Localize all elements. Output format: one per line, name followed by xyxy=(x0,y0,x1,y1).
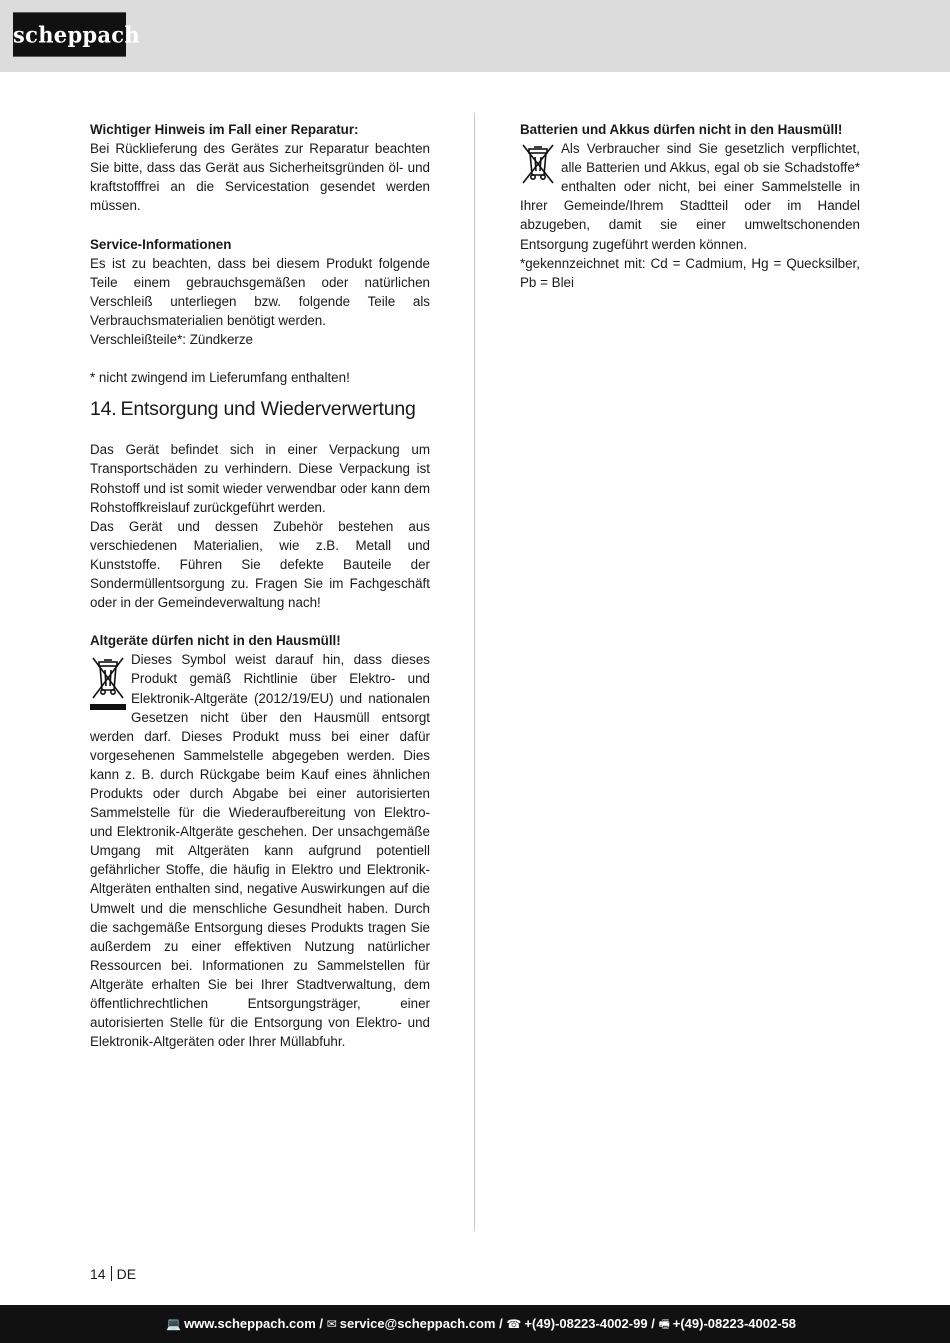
footer-email[interactable]: service@scheppach.com xyxy=(339,1316,496,1331)
service-info-text: Es ist zu beachten, dass bei diesem Produkt folgende Teile einem gebrauchsgemäßen oder natürlichen Verschleiß unterliegen bzw. folgende Teile als Verbrauchsmaterialien benötigt werden. xyxy=(90,255,430,328)
footer-fax: +(49)-08223-4002-58 xyxy=(672,1316,796,1331)
disposal-paragraph-1: Das Gerät befindet sich in einer Verpackung um Transportschäden zu verhindern. Diese Verpackung ist Rohstoff und ist somit wieder verwendbar oder kann dem Rohstoffkreislauf zurückgeführt werden. xyxy=(90,442,430,515)
fax-icon: 🖷 xyxy=(658,1317,670,1331)
page-number-value: 14 xyxy=(90,1266,106,1282)
right-column xyxy=(520,120,860,292)
phone-icon: ☎ xyxy=(506,1317,522,1331)
old-devices-title: Altgeräte dürfen nicht in den Hausmüll! xyxy=(90,633,341,649)
section-title: Entsorgung und Wiederverwertung xyxy=(120,398,416,421)
old-devices-text: Dieses Symbol weist darauf hin, dass dieses Produkt gemäß Richtlinie über Elektro- und Elektronik-Altgeräte (2012/19/EU) und nationalen Gesetzen nicht über den Hausmüll entsorgt werden darf. Dieses Produkt muss bei einer dafür vorgesehenen Sammelstelle abgegeben werden. Dies kann z. B. durch Rückgabe beim Kauf eines ähnlichen Produkts oder durch Abgabe bei einer autorisierten Sammelstelle für die Wiederaufbereitung von Elektro- und Elektronik-Altgeräte geschehen. Der unsachgemäße Umgang mit Altgeräten kann aufgrund potentiell gefährlicher Stoffe, die häufig in Elektro und Elektronik-Altgeräten enthalten sind, negative Auswirkungen auf die Umwelt und die menschliche Gesundheit haben. Durch die sachgemäße Entsorgung dieses Produkts tragen Sie außerdem zu einer effektiven Nutzung natürlicher Ressourcen bei. Informationen zu Sammelstellen für Altgeräte erhalten Sie bei Ihrer Stadtverwaltung, dem öffentlichrechtlichen Entsorgungsträger, einer autorisierten Stelle für die Entsorgung von Elektro- und Elektronik-Altgeräten oder Ihrer Müllabfuhr. xyxy=(90,652,430,1050)
disposal-paragraph-2: Das Gerät und dessen Zubehör bestehen aus verschiedenen Materialien, wie z.B. Metall und Kunststoffe. Führen Sie defekte Bauteile der Sondermüllentsorgung zu. Fragen Sie im Fachgeschäft oder in der Gemeindeverwaltung nach! xyxy=(90,518,430,611)
page-language: DE xyxy=(116,1266,137,1282)
repair-notice-text: Bei Rücklieferung des Gerätes zur Reparatur beachten Sie bitte, dass das Gerät aus Sicherheitsgründen öl- und kraftstofffrei an die Servicestation gesendet werden müssen. xyxy=(90,141,430,214)
footnote-text: * nicht zwingend im Lieferumfang enthalten! xyxy=(90,370,350,386)
footer-bar: 💻 www.scheppach.com / ✉ service@scheppach.com / ☎ +(49)-08223-4002-99 / 🖷 +(49)-08223-4002-58 xyxy=(0,1305,950,1343)
footer-phone: +(49)-08223-4002-99 xyxy=(524,1316,648,1331)
email-icon: ✉ xyxy=(326,1317,337,1331)
service-info-title: Service-Informationen xyxy=(90,236,232,252)
section-heading xyxy=(90,396,430,422)
repair-notice-title: Wichtiger Hinweis im Fall einer Reparatur: xyxy=(90,122,359,137)
computer-icon: 💻 xyxy=(166,1317,182,1331)
column-divider xyxy=(474,113,475,1231)
scheppach-logo: scheppach xyxy=(13,12,126,56)
section-number: 14. xyxy=(90,398,117,421)
header-bar xyxy=(0,0,950,72)
battery-footnote: *gekennzeichnet mit: Cd = Cadmium, Hg = Quecksilber, Pb = Blei xyxy=(520,255,860,290)
battery-text: Als Verbraucher sind Sie gesetzlich verpflichtet, alle Batterien und Akkus, egal ob sie Schadstoffe* enthalten oder nicht, bei einer Sammelstelle in Ihrer Gemeinde/Ihrem Stadtteil oder im Handel abzugeben, damit sie einer umweltschonenden Entsorgung zugeführt werden können. xyxy=(520,141,860,252)
wear-parts-text: Verschleißteile*: Zündkerze xyxy=(90,332,253,348)
battery-title: Batterien und Akkus dürfen nicht in den Hausmüll! xyxy=(520,122,843,137)
page-number xyxy=(90,1265,136,1283)
weee-crossed-bin-icon xyxy=(90,652,126,712)
left-column xyxy=(90,120,430,1051)
footer-website[interactable]: www.scheppach.com xyxy=(184,1316,316,1331)
battery-crossed-bin-icon xyxy=(520,141,556,185)
